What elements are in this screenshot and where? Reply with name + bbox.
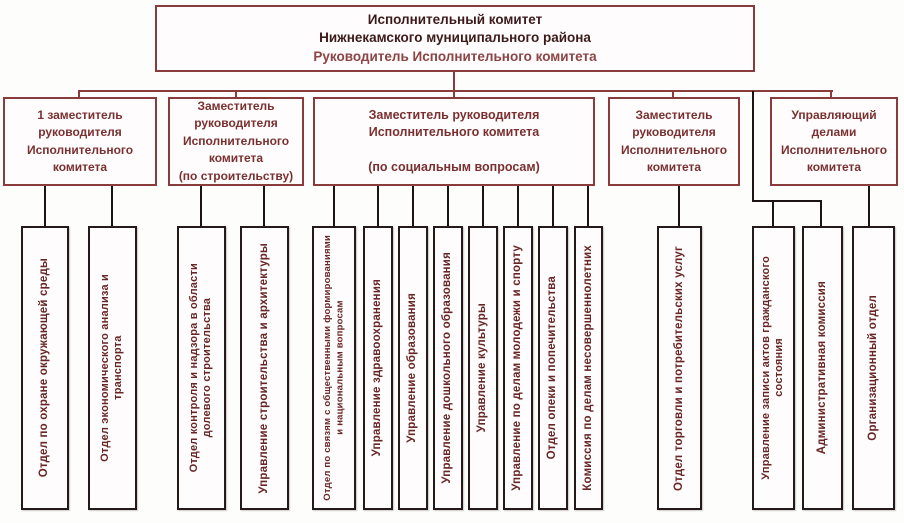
connector-drop-administrative-commission — [820, 200, 822, 226]
text-line: транспорта — [112, 335, 125, 401]
text-line: Исполнительного — [182, 133, 290, 148]
text-line: Отдел по связям с общественными формированиями — [321, 235, 333, 501]
org-box-dept-construction-architecture — [240, 226, 289, 510]
connector-drop-education — [412, 186, 414, 226]
org-box-dept-healthcare — [363, 226, 393, 510]
connector-drop-culture — [482, 186, 484, 226]
text-line: Отдел по охране окружающей среды — [38, 258, 51, 478]
text-line: Заместитель — [197, 99, 275, 114]
connector-drop-civil-registry — [772, 200, 774, 226]
text-line: руководителя — [632, 125, 716, 140]
connector-drop-guardianship — [552, 186, 554, 226]
connector-drop-youth-sports — [517, 186, 519, 226]
connector-drop-environment — [44, 186, 46, 226]
org-box-dept-public-relations — [312, 226, 356, 510]
connector-drop-minors-commission — [587, 186, 589, 226]
text-line: и национальным вопросам — [334, 300, 345, 436]
head-title-line1: Исполнительный комитет — [367, 12, 543, 28]
org-box-dept-economic-analysis — [88, 226, 137, 510]
text-line: комитета — [208, 151, 264, 166]
text-line: Административная комиссия — [815, 281, 828, 455]
connector-drop-preschool-education — [447, 186, 449, 226]
text-line: Исполнительного — [26, 142, 134, 157]
text-line: Заместитель — [635, 107, 713, 122]
text-line: Управление здравоохранения — [371, 279, 384, 457]
org-box-dept-youth-sports — [503, 226, 533, 510]
text-line: Комиссия по делам несовершеннолетних — [581, 245, 594, 491]
connector-drop-healthcare — [377, 186, 379, 226]
connector-right-branch-drop — [752, 91, 754, 202]
text-line: Исполнительного — [780, 142, 888, 157]
org-box-deputy-construction — [168, 97, 304, 186]
org-box-dept-organizational — [852, 226, 895, 510]
text-line: Управляющий — [791, 107, 877, 122]
org-box-dept-administrative-commission — [802, 226, 843, 510]
text-line: (по социальным вопросам) — [368, 160, 540, 174]
text-line: Управление культуры — [476, 303, 489, 433]
org-box-dept-education — [398, 226, 428, 510]
connector-head-drop — [453, 72, 455, 97]
text-line: Отдел экономического анализа и — [99, 274, 112, 462]
connector-tick-deputy-general — [672, 90, 674, 98]
org-box-deputy-first — [3, 97, 157, 186]
connector-drop-construction-control — [200, 186, 202, 226]
text-line: состояния — [773, 338, 786, 398]
text-line: долевого строительства — [201, 298, 214, 438]
connector-drop-trade-consumer — [678, 186, 680, 226]
org-box-dept-civil-registry — [752, 226, 795, 510]
connector-deputies-rail — [79, 90, 833, 92]
head-title-line2: Нижнекамского муниципального района — [319, 30, 591, 46]
connector-tick-office-manager — [830, 90, 832, 98]
text-line: Отдел торговли и потребительских услуг — [672, 245, 685, 491]
text-line: Исполнительного комитета — [368, 125, 540, 139]
text-line: Управление дошкольного образования — [441, 252, 454, 484]
text-line — [452, 142, 455, 160]
org-box-deputy-general — [608, 97, 740, 186]
text-line: Управление образования — [406, 293, 419, 443]
head-title-line3: Руководитель Исполнительного комитета — [313, 48, 597, 64]
org-box-dept-environment — [21, 226, 69, 510]
text-line: (по строительству) — [178, 168, 294, 183]
text-line: руководителя — [38, 125, 122, 140]
text-line: делами — [811, 125, 857, 140]
connector-tick-deputy-construction — [235, 90, 237, 98]
text-line: Управление по делам молодежи и спорту — [511, 245, 524, 491]
text-line: комитета — [52, 159, 108, 174]
text-line: руководителя — [194, 116, 278, 131]
connector-drop-organizational — [868, 186, 870, 226]
connector-right-branch-rail — [752, 200, 822, 202]
text-line: Организационный отдел — [866, 295, 879, 441]
connector-drop-public-relations — [333, 186, 335, 226]
org-box-dept-trade-consumer — [657, 226, 702, 510]
org-box-deputy-social — [313, 97, 595, 186]
text-line: комитета — [806, 159, 862, 174]
org-box-dept-preschool-education — [433, 226, 463, 510]
text-line: Исполнительного — [620, 142, 728, 157]
text-line: комитета — [646, 159, 702, 174]
org-box-dept-guardianship — [538, 226, 568, 510]
org-box-head — [155, 5, 755, 72]
text-line: Отдел контроля и надзора в области — [188, 263, 201, 473]
text-line: Управление строительства и архитектуры — [257, 242, 270, 494]
text-line: Отдел опеки и попечительства — [546, 276, 559, 460]
connector-tick-deputy-first — [78, 90, 80, 98]
text-line: 1 заместитель — [37, 107, 123, 122]
org-box-dept-minors-commission — [574, 226, 603, 510]
org-box-dept-culture — [468, 226, 498, 510]
text-line: Заместитель руководителя — [368, 107, 540, 122]
connector-drop-construction-architecture — [263, 186, 265, 226]
text-line: Управление записи актов гражданского — [760, 256, 773, 480]
org-box-dept-construction-control — [177, 226, 226, 510]
org-box-office-manager — [770, 97, 898, 186]
connector-drop-economic-analysis — [111, 186, 113, 226]
